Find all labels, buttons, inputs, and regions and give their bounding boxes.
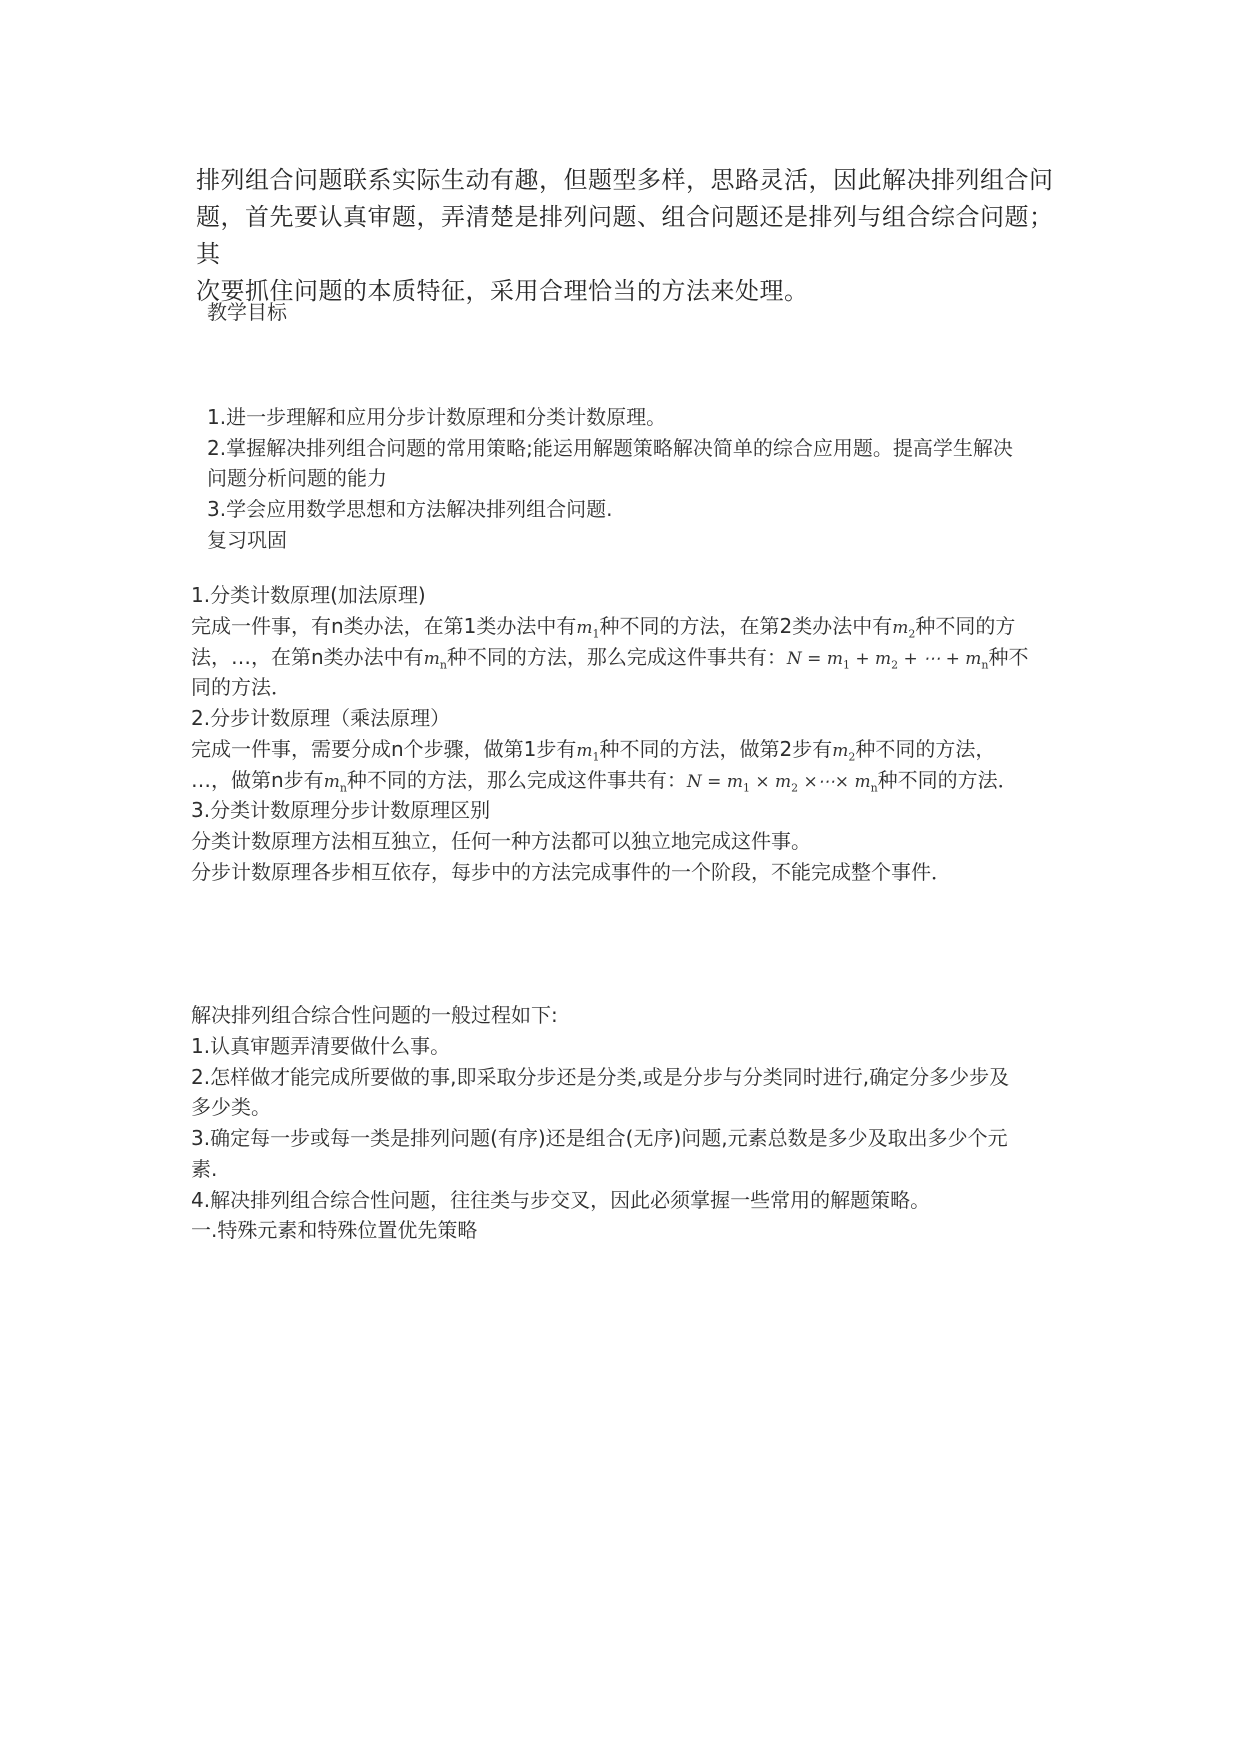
addition-principle-title: 1.分类计数原理(加法原理): [191, 583, 426, 607]
process-step-1: 1.认真审题弄清要做什么事。: [191, 1034, 451, 1058]
addition-formula: $N = m_1 + m_2$ + ⋯ + $m_n$: [786, 649, 989, 672]
difference-line-2: 分步计数原理各步相互依存，每步中的方法完成事件的一个阶段，不能完成整个事件．: [191, 860, 951, 884]
math-mn: $m_n$: [423, 649, 447, 672]
intro-line-1: 排列组合问题联系实际生动有趣，但题型多样，思路灵活，因此解决排列组合问: [196, 166, 1054, 194]
math-m1: $m_1$: [576, 618, 600, 641]
process-step-4: 4.解决排列组合综合性问题，往往类与步交叉，因此必须掌握一些常用的解题策略。: [191, 1188, 931, 1212]
intro-line-3: 次要抓住问题的本质特征，采用合理恰当的方法来处理。: [196, 277, 809, 305]
addition-principle-line-3: 同的方法．: [191, 675, 291, 699]
multiplication-principle-title: 2.分步计数原理（乘法原理）: [191, 706, 451, 730]
intro-paragraph: [196, 162, 1066, 310]
process-step-3-line-2: 素.: [191, 1157, 218, 1181]
intro-line-2: 题，首先要认真审题，弄清楚是排列问题、组合问题还是排列与组合综合问题；其: [196, 203, 1054, 268]
process-step-2-line-2: 多少类。: [191, 1095, 271, 1119]
goals-heading: 教学目标: [207, 300, 287, 324]
multiplication-principle-line-2: …，做第n步有$m_n$种不同的方法，那么完成这件事共有：$N = m_1 \times m_2$ ×⋯× $m_n$种不同的方法．: [191, 768, 1018, 795]
multiplication-principle-line-1: 完成一件事，需要分成n个步骤，做第1步有$m_1$种不同的方法，做第2步有$m_2$种不同的方法，: [191, 737, 996, 764]
multiplication-formula: $N = m_1 \times m_2$ ×⋯× $m_n$: [686, 772, 878, 795]
math-step-m2: $m_2$: [832, 741, 856, 764]
addition-principle-line-2: 法，…，在第n类办法中有$m_n$种不同的方法，那么完成这件事共有：$N = m_1 + m_2$ + ⋯ + $m_n$种不: [191, 645, 1029, 672]
difference-title: 3.分类计数原理分步计数原理区别: [191, 798, 491, 822]
process-step-2-line-1: 2.怎样做才能完成所要做的事,即采取分步还是分类,或是分步与分类同时进行,确定分多少步及: [191, 1065, 1010, 1089]
process-step-3-line-1: 3.确定每一步或每一类是排列问题(有序)还是组合(无序)问题,元素总数是多少及取出多少个元: [191, 1126, 1008, 1150]
math-step-m1: $m_1$: [576, 741, 600, 764]
process-title: 解决排列组合综合性问题的一般过程如下:: [191, 1003, 558, 1027]
addition-principle-line-1: 完成一件事，有n类办法，在第1类办法中有$m_1$种不同的方法，在第2类办法中有$m_2$种不同的方: [191, 614, 1016, 641]
goal-3: 3.学会应用数学思想和方法解决排列组合问题.: [207, 497, 613, 521]
review-heading: 复习巩固: [207, 528, 287, 552]
math-m2: $m_2$: [892, 618, 916, 641]
math-step-mn: $m_n$: [323, 772, 347, 795]
goal-2-line-2: 问题分析问题的能力: [207, 466, 387, 490]
goal-1: 1.进一步理解和应用分步计数原理和分类计数原理。: [207, 405, 667, 429]
strategy-1-heading: 一.特殊元素和特殊位置优先策略: [191, 1218, 478, 1242]
goal-2-line-1: 2.掌握解决排列组合问题的常用策略;能运用解题策略解决简单的综合应用题。提高学生解决: [207, 436, 1013, 460]
difference-line-1: 分类计数原理方法相互独立，任何一种方法都可以独立地完成这件事。: [191, 829, 811, 853]
